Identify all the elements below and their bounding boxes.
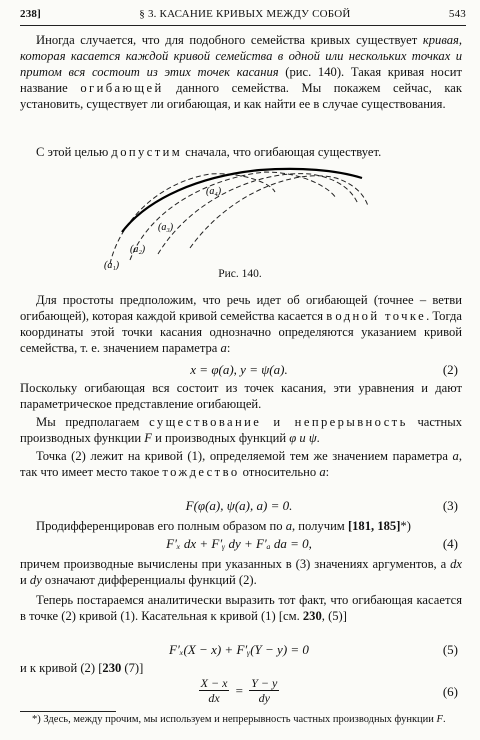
math-symbol: dx	[450, 557, 462, 571]
paragraph-10	[20, 660, 462, 676]
fraction-right	[249, 676, 279, 705]
curve-label: (a₁)	[104, 260, 120, 270]
running-header	[20, 8, 466, 24]
spaced-term: тождество	[162, 465, 240, 479]
curve-label: (a₃)	[158, 222, 174, 233]
math-symbol: φ и ψ	[289, 431, 317, 445]
math-symbol: a	[285, 519, 292, 533]
math-symbol: a	[220, 341, 227, 355]
equation-5	[20, 642, 458, 660]
text: , (5)]	[321, 609, 347, 623]
curve-label: (a₂)	[130, 244, 146, 255]
paragraph-5	[20, 414, 462, 446]
equation-body: x = φ(a), y = ψ(a).	[190, 362, 288, 377]
equation-body: F′ₓ(X − x) + F′ᵧ(Y − y) = 0	[169, 642, 309, 657]
paragraph-7	[20, 518, 462, 534]
equation-2	[20, 362, 458, 380]
text: данного семейства. Мы покажем сейчас, как установить, существует ли огибающая, и как найти ее в случае существования.	[20, 81, 462, 111]
header-rule	[20, 25, 466, 26]
footnote-marker: *)	[400, 519, 411, 533]
equation-body: F′ₓ dx + F′ᵧ dy + F′ₐ da = 0,	[166, 536, 312, 551]
equation-3	[20, 498, 458, 516]
spaced-term: огибающей	[80, 81, 164, 95]
page-number-left: 238]	[20, 8, 41, 20]
spaced-term: допустим	[111, 145, 183, 159]
text: сначала, что огибающая существует.	[182, 145, 382, 159]
text: .	[316, 431, 320, 445]
text: Продифференцировав его полным образом по	[36, 519, 286, 533]
text: означают дифференциалы функций (2).	[41, 573, 257, 587]
text: частных производных функции	[20, 415, 462, 445]
equation-number: (3)	[442, 498, 458, 513]
math-symbol: a	[452, 449, 459, 463]
equation-number: (2)	[442, 362, 458, 377]
footnote	[20, 714, 462, 726]
equation-number: (6)	[442, 684, 458, 699]
emphasis: кривая, которая касается каждой кривой семейства в одной или нескольких точках и притом вся состоит из этих точек касания	[20, 33, 462, 79]
paragraph-4	[20, 380, 462, 412]
math-symbol: dy	[29, 573, 42, 587]
text: Теперь постараемся аналитически выразить тот факт, что огибающая касается в точке (2) кривой (1). Касательная к кривой (1) [см.	[20, 593, 462, 623]
text: причем производные вычислены при указанных в (3) значениях аргументов, а	[20, 557, 451, 571]
text: Иногда случается, что для подобного семейства кривых существует	[36, 33, 423, 47]
math-symbol: F	[436, 714, 443, 725]
figure-140	[100, 160, 370, 270]
text: относительно	[239, 465, 320, 479]
equation-number: (4)	[442, 536, 458, 551]
paragraph-9	[20, 592, 462, 624]
footnote-rule	[20, 711, 116, 712]
text: (рис. 140). Такая кривая носит название	[20, 65, 462, 95]
text: .	[442, 714, 446, 725]
page-number-right: 543	[448, 8, 466, 20]
text: :	[325, 465, 330, 479]
spaced-term: существование и непрерывность	[149, 415, 408, 429]
paragraph-1	[20, 32, 462, 112]
text: Точка (2) лежит на кривой (1), определяемой тем же значением параметра	[36, 449, 453, 463]
curve-label: (a₄)	[206, 186, 222, 197]
paragraph-3	[20, 292, 462, 356]
text: и к кривой (2) [	[20, 661, 103, 675]
reference: 230	[102, 661, 122, 675]
equation-body: F(φ(a), ψ(a), a) = 0.	[185, 498, 293, 513]
denominator: dx	[208, 691, 220, 705]
text: и	[20, 573, 30, 587]
numerator: Y − y	[251, 676, 278, 690]
reference: 230	[302, 609, 322, 623]
section-title: § 3. КАСАНИЕ КРИВЫХ МЕЖДУ СОБОЙ	[139, 8, 351, 20]
text: Для простоты предположим, что речь идет об огибающей (точнее – ветви огибающей), которая каждой кривой семейства касается в	[20, 293, 462, 323]
text: Поскольку огибающая вся состоит из точек касания, эти уравнения и дают параметрическое представление огибающей.	[20, 381, 462, 411]
text: *) Здесь, между прочим, мы используем и непрерывность частных производных функции	[32, 714, 437, 725]
text: и производных функций	[151, 431, 290, 445]
paragraph-2	[20, 144, 462, 160]
text: Мы предполагаем	[36, 415, 150, 429]
denominator: dy	[258, 691, 270, 705]
text: , так что имеет место такое	[20, 449, 462, 479]
text: , получим	[291, 519, 348, 533]
equation-number: (5)	[442, 642, 458, 657]
equation-4	[20, 536, 458, 554]
paragraph-8	[20, 556, 462, 588]
family-curve	[130, 172, 336, 260]
equation-6	[20, 676, 458, 706]
text: . Тогда координаты этой точки касания однозначно определяются указанием кривой семейства, т. е. значением параметра	[20, 309, 462, 355]
numerator: X − x	[200, 676, 228, 690]
math-symbol: a	[319, 465, 326, 479]
text: :	[226, 341, 231, 355]
text: С этой целью	[36, 145, 112, 159]
spaced-term: одной точке	[335, 309, 427, 323]
fraction-left	[199, 676, 230, 705]
paragraph-6	[20, 448, 462, 480]
equation-body	[20, 676, 458, 705]
math-symbol: F	[144, 431, 152, 445]
equals-sign: =	[235, 682, 243, 698]
reference: [181, 185]	[347, 519, 401, 533]
text: (7)]	[121, 661, 144, 675]
figure-caption: Рис. 140.	[218, 268, 262, 280]
